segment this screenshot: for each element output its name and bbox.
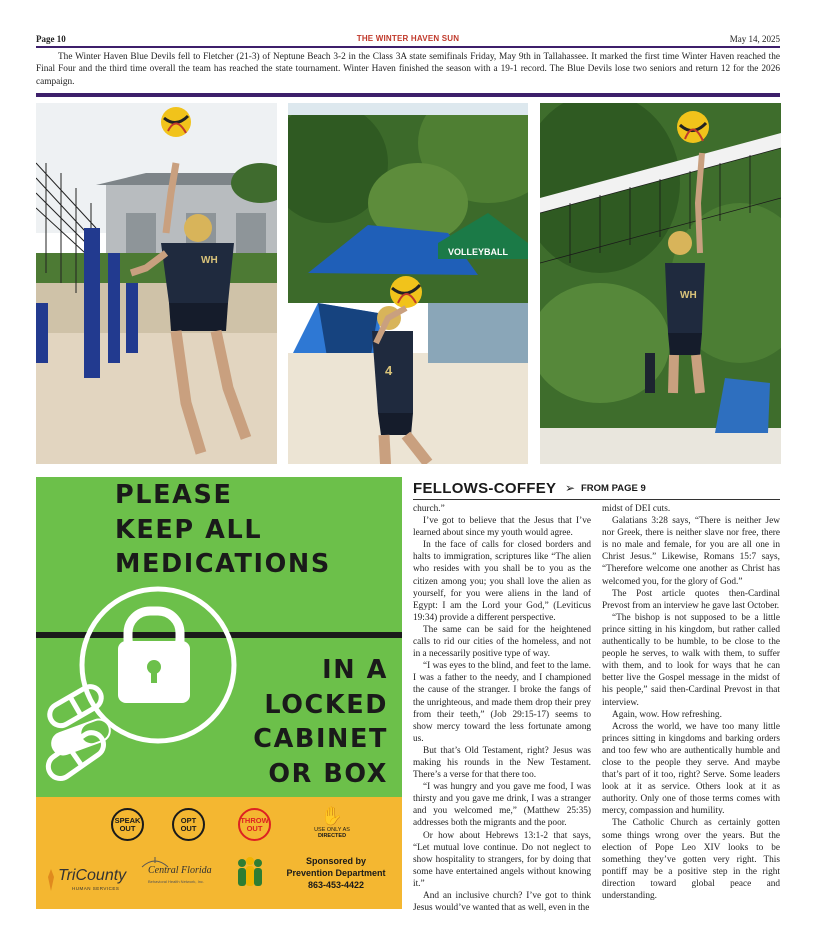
article-column-2 [602, 503, 780, 902]
opt-out-badge [172, 808, 205, 841]
ad-headline-top [115, 478, 395, 582]
throw-out-badge [238, 808, 271, 841]
medication-ad [36, 477, 402, 909]
jersey-number: 4 [385, 363, 393, 378]
tricounty-mark-icon [46, 869, 56, 891]
volleyball-photo-1 [36, 103, 277, 464]
ad-line: IN A [322, 655, 388, 685]
jump-arrow-icon: ➢ [565, 481, 576, 495]
badge-line: OUT [246, 823, 263, 833]
header-rule [36, 46, 780, 48]
tricounty-logo [46, 867, 138, 895]
tricounty-name: TriCounty [58, 867, 127, 884]
article-paragraph: The Post article quotes then-Cardinal Prevost from an interview he gave last October. [602, 588, 780, 611]
ad-line: KEEP ALL [115, 514, 263, 545]
article-paragraph: “I was eyes to the blind, and feet to the lame. I was a father to the needy, and I championed the cause of the stranger. I broke the fangs of the unrighteous, and made them drop their prey from their teeth,” (Job 29:15-17) seems to show mercy toward the less fortunate among us. [413, 661, 591, 744]
article-rule [413, 499, 780, 500]
article-paragraph: church.” [413, 504, 445, 514]
article-paragraph: The same can be said for the heightened calls to rid our cities of the homeless, and not in a necessarily positive type of way. [413, 624, 591, 660]
ad-line: CABINET [253, 724, 388, 754]
article-paragraph: In the face of calls for closed borders and halts to immigration, scriptures like “The alien who resides with you shall be to you as the citizen among you; you shall love the alien as yourself, for you were aliens in the land of Egypt: I am the Lord your God,” (Leviticus 19:34) provide a different perspective. [413, 540, 591, 623]
badge-line: OUT [180, 823, 197, 833]
article-paragraph: And an inclusive church? I’ve got to think Jesus would’ve wanted that as well, even in the [413, 891, 591, 914]
ad-headline-bottom [188, 653, 388, 791]
central-florida-name: Central Florida [148, 865, 212, 876]
coalition-logo [232, 855, 268, 899]
article-paragraph: Again, wow. How refreshing. [612, 709, 722, 720]
jump-label: FROM PAGE 9 [581, 483, 646, 494]
tricounty-sub: HUMAN SERVICES [72, 886, 120, 891]
article-column-1 [413, 503, 591, 914]
article-paragraph: Across the world, we have too many little princes sitting in kingdoms and barking orders and too few who are authentically humble and close to the people they serve. And maybe that’s part of it too, right? Serve. Some leaders look at it as service. Others look at it as authority. Only one of those terms comes with mercy, compassion and humility. [602, 721, 780, 817]
article-header [413, 480, 780, 500]
badge-line: SPEAK [114, 815, 141, 825]
ad-yellow-panel [36, 797, 402, 909]
use-as-directed-badge [310, 805, 354, 839]
svg-text:WH: WH [201, 255, 218, 266]
directed-line: USE ONLY AS [314, 827, 350, 833]
article-paragraph: I’ve got to believe that the Jesus that I’ve learned about since my youth would agree. [413, 516, 591, 539]
sponsor-line: Prevention Department [286, 868, 386, 878]
sponsor-block [276, 855, 396, 891]
ad-line: LOCKED [264, 689, 388, 720]
badge-line: THROW [240, 815, 269, 825]
article-paragraph: Or how about Hebrews 13:1-2 that says, “Let mutual love continue. Do not neglect to show hospitality to strangers, for by doing that some have entertained angels without knowing it.” [413, 830, 591, 889]
article-paragraph: “The bishop is not supposed to be a little prince sitting in his kingdom, but rather called authentically to be humble, to be close to the people he serves, to walk with them, to suffer with them, and to look for ways that he can better live the Gospel message in the midst of his people,” said then-Cardinal Prevost in that interview. [602, 612, 780, 708]
ad-line: PLEASE [115, 480, 233, 510]
ad-green-panel [36, 477, 402, 797]
ad-line: OR BOX [268, 758, 388, 789]
volleyball-photo-3 [540, 103, 781, 464]
page-number: Page 10 [36, 34, 66, 44]
hand-stop-icon: ✋ [320, 806, 344, 826]
central-florida-logo [140, 855, 216, 899]
article-paragraph: The Catholic Church as certainly gotten some things wrong over the years. But the election of Pope Leo XIV looks to be something they’ve gotten very right. This pontiff may be a positive step in the right direction toward global peace and understanding. [602, 818, 780, 901]
newspaper-name: THE WINTER HAVEN SUN [356, 34, 460, 43]
photo-banner-text: VOLLEYBALL [448, 247, 508, 257]
badge-line: OPT [180, 815, 197, 825]
caption-rule [36, 93, 780, 97]
volleyball-photo-2 [288, 103, 528, 464]
article-paragraph: Galatians 3:28 says, “There is neither Jew nor Greek, there is neither slave nor free, there is no male and female, for you are all one in Christ Jesus.” Likewise, Romans 15:7 says, “Therefore welcome one another as Christ has welcomed you, for the glory of God.” [602, 516, 780, 587]
ad-line: MEDICATIONS [115, 549, 331, 579]
article-paragraph: “I was hungry and you gave me food, I was thirsty and you gave me drink, I was a stranger and you welcomed me,” (Matthew 25:35) addresses both the migrants and the poor. [413, 782, 591, 829]
page-header [36, 34, 780, 46]
issue-date: May 14, 2025 [729, 34, 780, 44]
badge-line: OUT [119, 823, 136, 833]
article-paragraph: midst of DEI cuts. [602, 504, 671, 514]
central-florida-sub: Behavioral Health Network, Inc. [148, 879, 205, 884]
svg-text:WH: WH [680, 290, 697, 301]
article-title: FELLOWS-COFFEY [413, 480, 557, 497]
sponsor-phone: 863-453-4422 [307, 880, 365, 890]
people-icon [232, 855, 268, 891]
speak-out-badge [111, 808, 144, 841]
sponsor-line: Sponsored by [305, 856, 366, 866]
article-paragraph: But that’s Old Testament, right? Jesus was making his rounds in the New Testament. There’s a verse for that there too. [413, 745, 591, 781]
directed-line: DIRECTED [317, 833, 347, 839]
photo-caption: The Winter Haven Blue Devils fell to Fletcher (21-3) of Neptune Beach 3-2 in the Class 3A state semifinals Friday, May 9th in Tallahassee. It marked the first time Winter Haven reached the Final Four and the third time overall the team has reached the state tournament. Winter Haven finished the season with a 19-1 record. The Blue Devils lose two seniors and return 12 for the 2026 campaign. [36, 52, 780, 87]
